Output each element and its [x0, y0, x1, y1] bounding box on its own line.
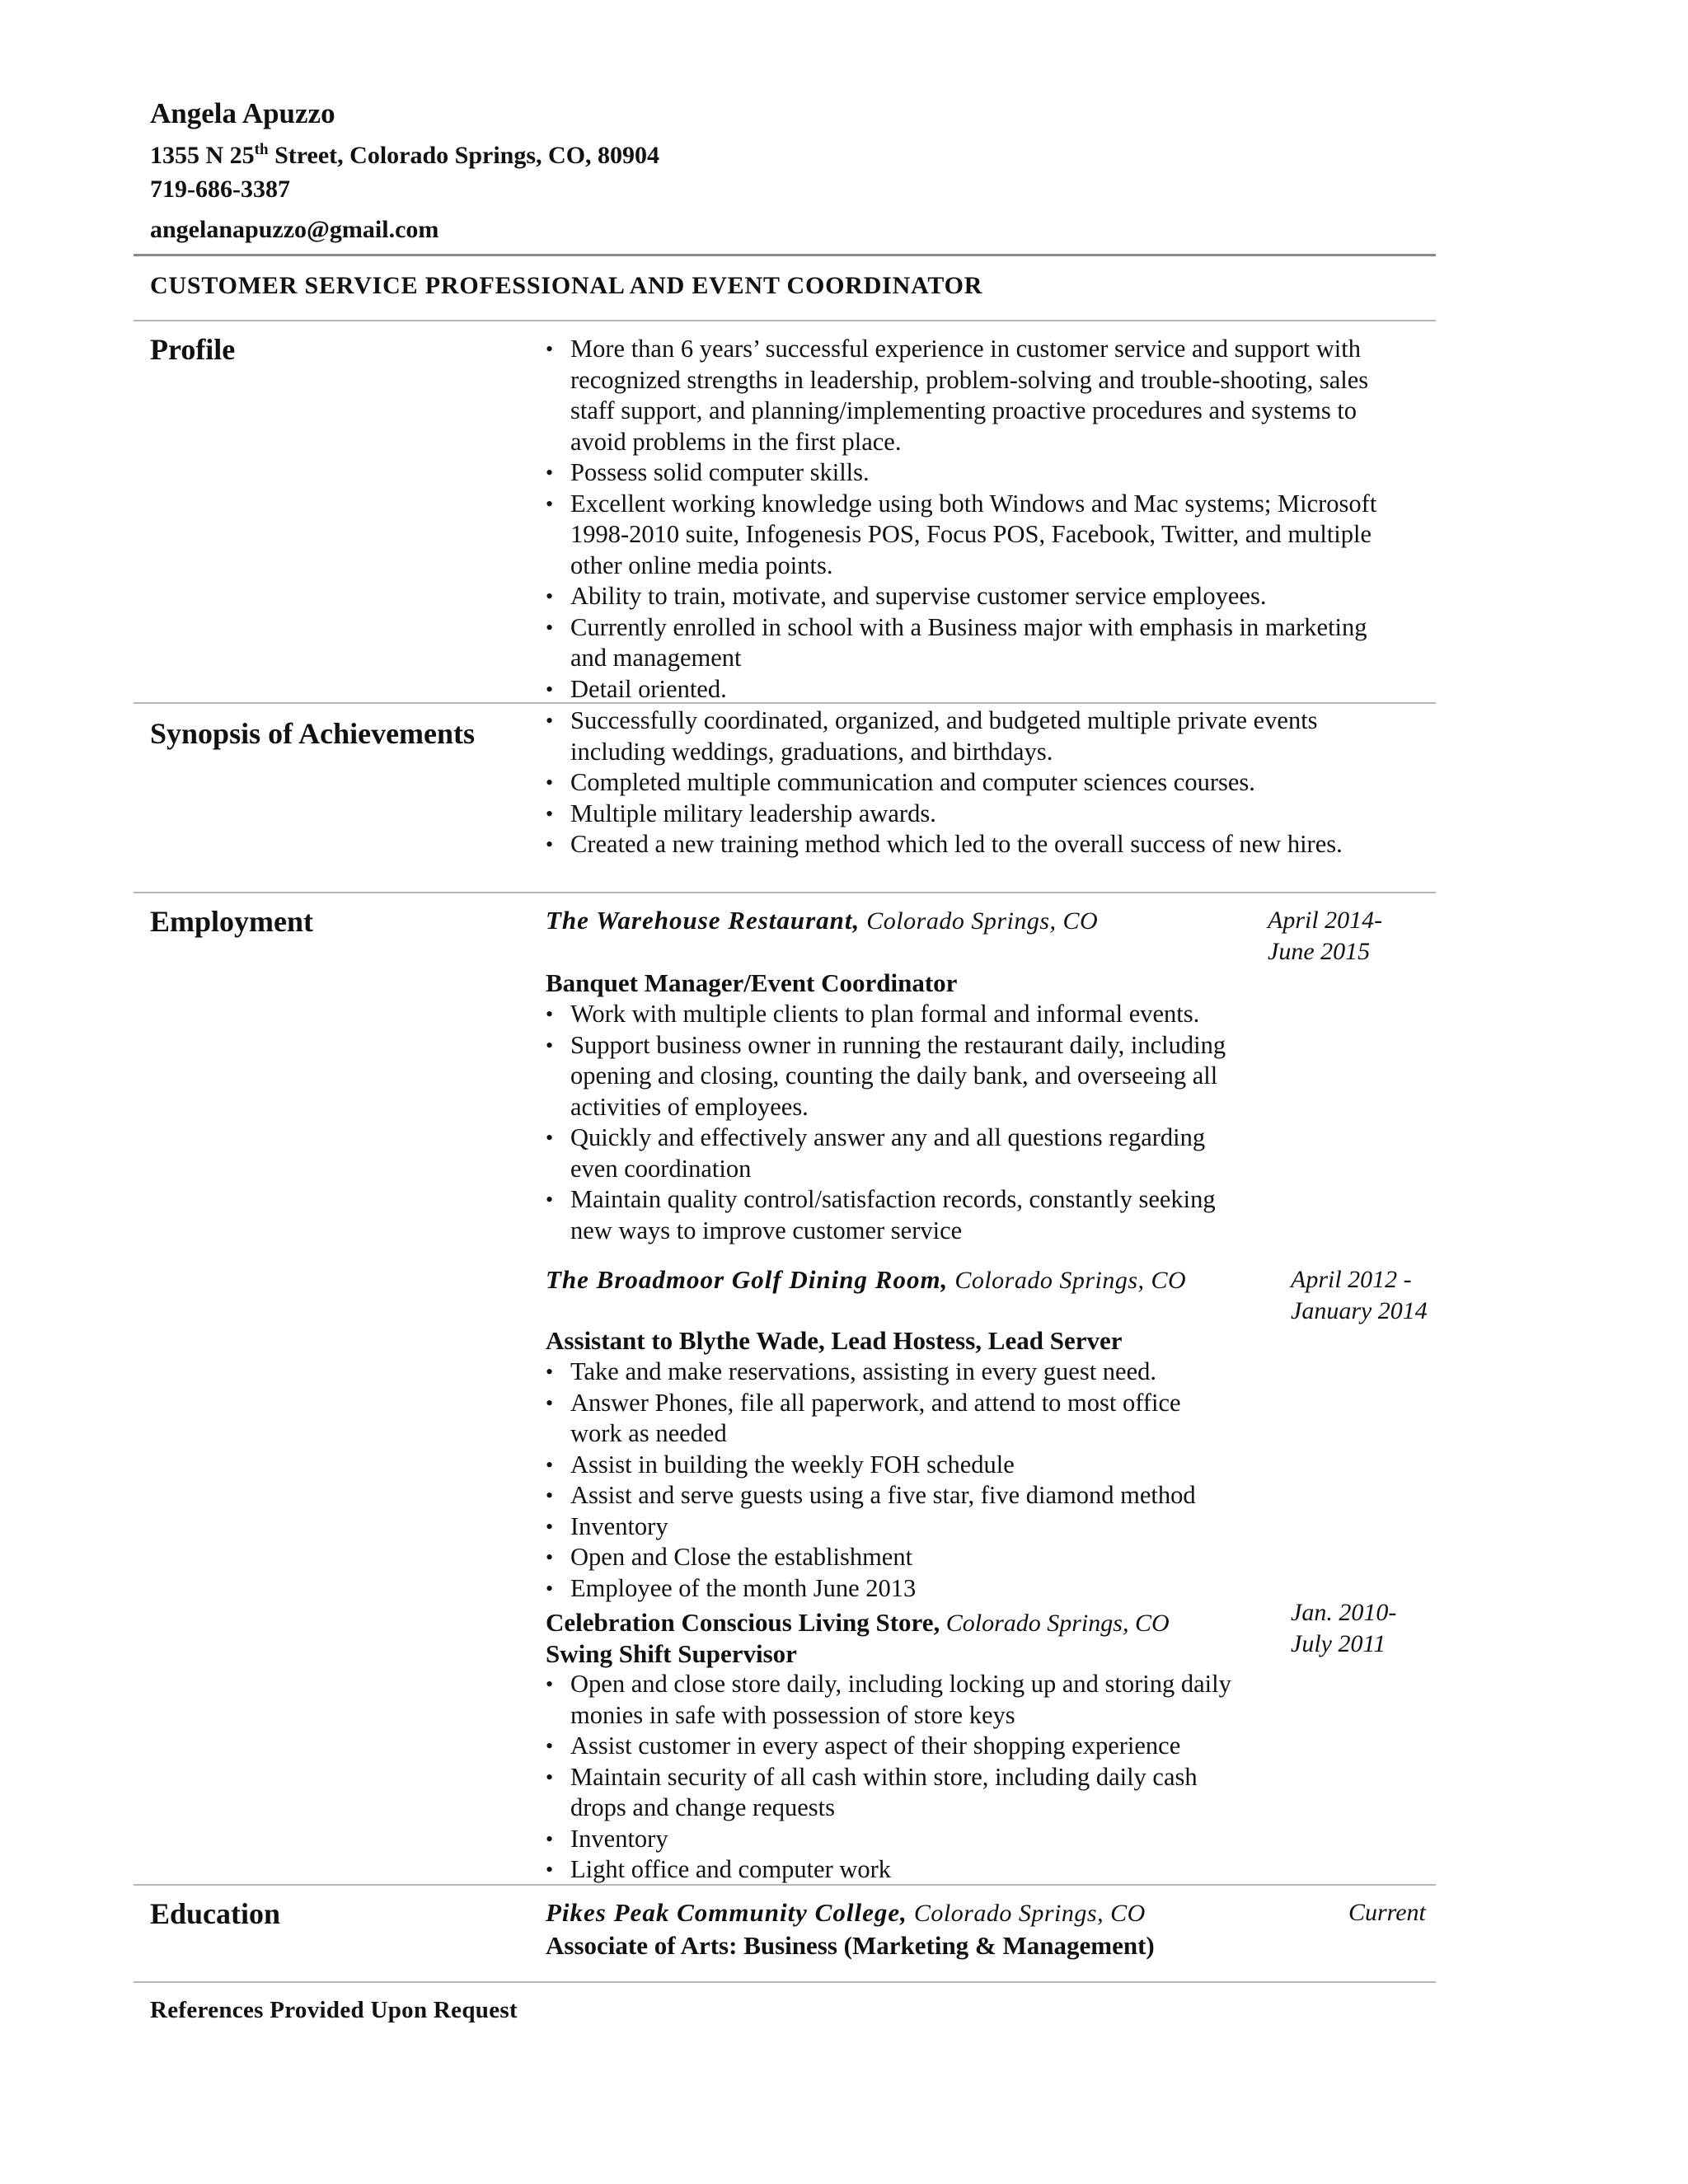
item-text: avoid problems in the first place.: [570, 427, 902, 456]
item-text: monies in safe with possession of store keys: [570, 1700, 1015, 1729]
item-text: even coordination: [570, 1154, 752, 1183]
references-note: References Provided Upon Request: [150, 1997, 518, 2023]
item-text: Created a new training method which led to the overall success of new hires.: [570, 830, 1343, 858]
item-text: Maintain quality control/satisfaction records, constantly seeking: [570, 1185, 1216, 1213]
degree: Associate of Arts: Business (Marketing & Management): [546, 1931, 1155, 1960]
list-item: [546, 1357, 1196, 1388]
list-item: [546, 999, 1226, 1030]
company-name: The Broadmoor Golf Dining Room,: [546, 1265, 949, 1294]
achievements-list: [546, 705, 1343, 860]
item-text: and management: [570, 644, 742, 672]
item-text: Excellent working knowledge using both Windows and Mac systems; Microsoft: [570, 489, 1377, 518]
item-text: Currently enrolled in school with a Business major with emphasis in marketing: [570, 612, 1367, 641]
address-superscript: th: [254, 141, 269, 158]
list-item: [546, 612, 1376, 644]
profile-list: [546, 334, 1376, 705]
item-text: Inventory: [570, 1824, 668, 1853]
list-item: [546, 1542, 1196, 1573]
item-text: work as needed: [570, 1419, 727, 1447]
address-number: 1355 N 25: [150, 142, 255, 169]
company-name: Celebration Conscious Living Store,: [546, 1608, 940, 1637]
job-duties: [546, 1357, 1196, 1604]
item-text: opening and closing, counting the daily bank, and overseeing all: [570, 1062, 1218, 1090]
education-date: Current: [1348, 1899, 1426, 1926]
employment-heading: Employment: [150, 905, 313, 938]
list-item: [546, 1450, 1196, 1481]
list-item: [546, 1669, 1231, 1700]
company-location: Colorado Springs, CO: [860, 907, 1099, 935]
list-item: [546, 705, 1343, 737]
company-name: The Warehouse Restaurant,: [546, 906, 860, 935]
item-text: Multiple military leadership awards.: [570, 799, 936, 827]
date-start: Jan. 2010-: [1291, 1599, 1397, 1626]
employment-divider: [134, 1884, 1436, 1886]
item-text: recognized strengths in leadership, problem-solving and trouble-shooting, sales: [570, 365, 1369, 394]
list-item: [546, 1184, 1226, 1216]
address-street: Street, Colorado Springs, CO, 80904: [268, 142, 660, 169]
item-text: Work with multiple clients to plan formal and informal events.: [570, 1000, 1200, 1028]
date-end: July 2011: [1291, 1630, 1386, 1657]
achievements-heading: Synopsis of Achievements: [150, 717, 476, 750]
job-role: Assistant to Blythe Wade, Lead Hostess, Lead Server: [546, 1326, 1123, 1355]
education-heading: Education: [150, 1897, 281, 1930]
job-warehouse-header: [546, 905, 1098, 941]
item-text: Maintain security of all cash within store, including daily cash: [570, 1762, 1198, 1791]
list-item: [546, 767, 1343, 799]
list-item: [546, 581, 1376, 612]
item-text: other online media points.: [570, 551, 833, 579]
list-item: [546, 1480, 1196, 1511]
item-text: Take and make reservations, assisting in every guest need.: [570, 1357, 1157, 1385]
header-divider: [134, 254, 1436, 256]
list-item: [546, 829, 1343, 860]
item-text: Assist in building the weekly FOH schedule: [570, 1450, 1015, 1479]
address: [150, 135, 659, 171]
item-text: drops and change requests: [570, 1793, 835, 1821]
item-text: staff support, and planning/implementing proactive procedures and systems to: [570, 396, 1357, 424]
item-text: More than 6 years’ successful experience in customer service and support with: [570, 335, 1362, 363]
profile-divider: [134, 702, 1436, 704]
achievements-divider: [134, 892, 1436, 893]
job-broadmoor-header: [546, 1264, 1186, 1301]
job-duties: [546, 999, 1226, 1246]
item-text: Support business owner in running the restaurant daily, including: [570, 1030, 1226, 1059]
date-end: June 2015: [1268, 938, 1371, 965]
school-line: [546, 1897, 1146, 1933]
list-item: [546, 1388, 1196, 1419]
list-item: [546, 334, 1376, 365]
phone: 719-686-3387: [150, 176, 290, 203]
item-text: Inventory: [570, 1511, 668, 1540]
item-text: new ways to improve customer service: [570, 1216, 963, 1244]
item-text: Detail oriented.: [570, 674, 727, 703]
item-text: Assist customer in every aspect of their shopping experience: [570, 1732, 1181, 1760]
list-item: [546, 799, 1343, 830]
item-text: Light office and computer work: [570, 1855, 892, 1883]
objective-divider: [134, 320, 1436, 321]
list-item: [546, 1854, 1231, 1886]
job-role: Swing Shift Supervisor: [546, 1639, 797, 1668]
list-item: [546, 457, 1376, 489]
item-text: Quickly and effectively answer any and all questions regarding: [570, 1123, 1206, 1151]
item-text: Answer Phones, file all paperwork, and attend to most office: [570, 1388, 1181, 1417]
company-location: Colorado Springs, CO: [948, 1267, 1187, 1294]
job-date: [1268, 905, 1382, 968]
date-end: January 2014: [1291, 1297, 1428, 1324]
item-text: Successfully coordinated, organized, and budgeted multiple private events: [570, 706, 1318, 734]
item-text: activities of employees.: [570, 1092, 809, 1121]
date-start: April 2012 -: [1291, 1266, 1412, 1293]
job-date: [1291, 1264, 1428, 1327]
item-text: Open and Close the establishment: [570, 1543, 913, 1571]
list-item: [546, 1573, 1196, 1605]
date-start: April 2014-: [1268, 907, 1383, 934]
job-date: [1291, 1597, 1396, 1660]
item-text: including weddings, graduations, and birthdays.: [570, 737, 1053, 766]
email: angelanapuzzo@gmail.com: [150, 216, 439, 243]
list-item: [546, 1762, 1231, 1793]
list-item: [546, 1731, 1231, 1762]
item-text: Open and close store daily, including locking up and storing daily: [570, 1670, 1231, 1698]
school-name: Pikes Peak Community College,: [546, 1898, 907, 1927]
job-role: Banquet Manager/Event Coordinator: [546, 968, 958, 997]
item-text: Employee of the month June 2013: [570, 1573, 917, 1602]
education-divider: [134, 1981, 1436, 1983]
list-item: [546, 1824, 1231, 1855]
candidate-name: Angela Apuzzo: [150, 97, 335, 129]
item-text: Assist and serve guests using a five star, five diamond method: [570, 1481, 1196, 1509]
item-text: Possess solid computer skills.: [570, 458, 870, 486]
company-location: Colorado Springs, CO: [940, 1610, 1170, 1637]
list-item: [546, 1122, 1226, 1154]
list-item: [546, 1030, 1226, 1062]
objective-title: CUSTOMER SERVICE PROFESSIONAL AND EVENT COORDINATOR: [150, 272, 983, 299]
list-item: [546, 1511, 1196, 1543]
list-item: [546, 674, 1376, 705]
item-text: Ability to train, motivate, and supervise customer service employees.: [570, 582, 1267, 610]
job-duties: [546, 1669, 1231, 1886]
profile-heading: Profile: [150, 333, 236, 366]
item-text: 1998-2010 suite, Infogenesis POS, Focus POS, Facebook, Twitter, and multiple: [570, 520, 1372, 548]
item-text: Completed multiple communication and computer sciences courses.: [570, 768, 1255, 796]
school-location: Colorado Springs, CO: [907, 1900, 1146, 1927]
list-item: [546, 489, 1376, 520]
